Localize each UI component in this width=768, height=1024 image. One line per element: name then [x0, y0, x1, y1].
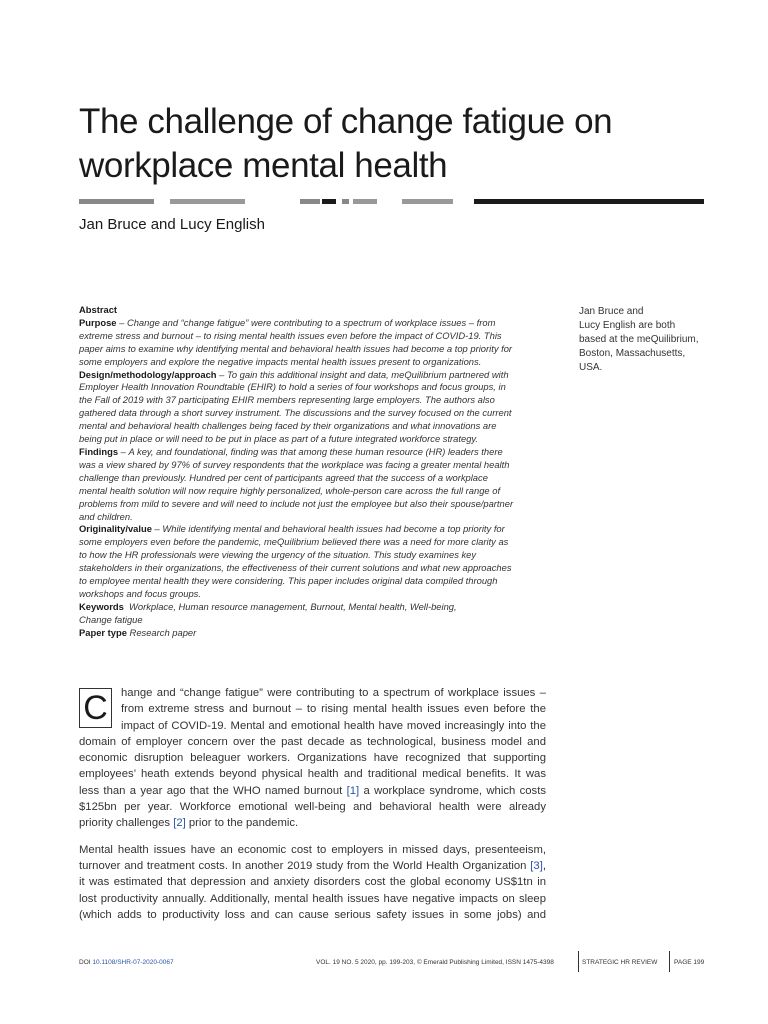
affiliation-line: Lucy English are both — [579, 320, 676, 331]
affiliation-line: Jan Bruce and — [579, 306, 644, 317]
purpose-text: some employers and explore the negative impacts mental health issues present to organizations. — [79, 355, 482, 367]
body-text — [79, 685, 546, 923]
footer-citation: VOL. 19 NO. 5 2020, pp. 199-203, © Emerald Publishing Limited, ISSN 1475-4398 — [316, 959, 554, 966]
doi-prefix: DOI — [79, 959, 93, 966]
footer-journal: STRATEGIC HR REVIEW — [582, 959, 658, 966]
rule-segment — [322, 199, 336, 204]
body-line: employees’ heath extends beyond physical health and traditional medical benefits. It was — [79, 768, 546, 781]
rule-segment — [170, 199, 245, 204]
design-text: Employer Health Innovation Roundtable (EHIR) to hold a series of four workshops and focus groups, in — [79, 381, 506, 393]
rule-segment — [79, 199, 154, 204]
footer-page-number: PAGE 199 — [674, 959, 705, 966]
body-line: $125bn per year. Workforce emotional well-being and behavioral health were already — [79, 801, 546, 814]
design-text: being put in place or will need to be put in place as part of a future integrated workforce strategy. — [79, 433, 479, 445]
rule-segment — [353, 199, 377, 204]
body-line: it was estimated that depression and anxiety disorders cost the global economy US$1tn in — [79, 876, 546, 889]
abstract-heading: Abstract — [79, 304, 118, 315]
body-line: less than a year ago that the WHO named burnout [1] a workplace syndrome, which costs — [79, 784, 546, 797]
purpose-label: Purpose — [79, 316, 117, 328]
footer-separator — [669, 951, 670, 972]
originality-text: to how the HR professionals were viewing the urgency of the situation. This study examines key — [79, 549, 477, 561]
rule-segment — [474, 199, 704, 204]
body-line: domain of employer concern over the past decade as technological, business model and — [79, 735, 546, 748]
abstract — [79, 304, 549, 640]
reference-link[interactable]: [3] — [530, 859, 543, 872]
keywords-label: Keywords — [79, 600, 124, 612]
abstract-purpose: Purpose – Change and “change fatigue” were contributing to a spectrum of workplace issues – from extreme stress and burnout – to rising mental health issues even before the impact of COVID-19. This paper aims to examine why identifying mental and behavioral health issues had become a top priority for some employers and explore the negative impacts mental health issues present to organizations. — [79, 317, 549, 369]
author-name: Jan Bruce — [79, 216, 147, 233]
body-line: priority challenges [2] prior to the pandemic. — [79, 817, 299, 830]
purpose-text: paper aims to examine why identifying mental and behavioral health issues had become a top priority for — [79, 342, 513, 354]
abstract-keywords — [79, 601, 549, 627]
title-line: The challenge of change fatigue on — [79, 102, 613, 141]
originality-label: Originality/value — [79, 523, 152, 535]
abstract-findings: Findings – A key, and foundational, finding was that among these human resource (HR) leaders there was a view shared by 97% of survey respondents that the workplace was facing a greater mental health challenge than previously. Hundred per cent of participants agreed that the success of a workplace mental health solution will now require highly personalized, whole-person care across the full range of problems from mild to severe and will need to include not just the employee but also their spouse/partner and children. — [79, 446, 549, 523]
purpose-text: Change and “change fatigue” were contributing to a spectrum of workplace issues – from — [126, 316, 496, 328]
body-line: from extreme stress and burnout – to rising mental health issues even before the — [121, 703, 546, 716]
design-text: gathered data through a short survey instrument. The discussions and the survey focused on the current — [79, 407, 512, 419]
design-label: Design/methodology/approach — [79, 368, 217, 380]
originality-text: to employee mental health they were considering. This paper includes original data compiled through — [79, 575, 498, 587]
footer-doi — [79, 959, 174, 966]
affiliation-line: USA. — [579, 362, 603, 373]
body-line: impact of COVID-19. Mental and emotional health have moved increasingly into the — [121, 719, 546, 732]
paper-type-value: Research paper — [129, 626, 197, 638]
abstract-design: Design/methodology/approach – To gain this additional insight and data, meQuilibrium partnered with Employer Health Innovation Roundtable (EHIR) to hold a series of four workshops and focus groups, in the Fall of 2019 with 37 participating EHIR members representing large employers. The authors also gathered data through a short survey instrument. The discussions and the survey focused on the current mental and behavioral health challenges being faced by their organizations and what innovations are being put in place or will need to be put in place as part of a future integrated workforce strategy. — [79, 369, 549, 446]
author-name: Lucy English — [179, 216, 265, 233]
abstract-originality: Originality/value – While identifying mental and behavioral health issues had become a top priority for some employers even before the pandemic, meQuilibrium believed there was a need for more clarity as to how the HR professionals were viewing the urgency of the situation. This study examines key stakeholders in their organizations, the effectiveness of their current solutions and what new approaches to employee mental health they were considering. This paper includes original data compiled through workshops and focus groups. — [79, 523, 549, 600]
rule-segment — [300, 199, 320, 204]
paper-type-label: Paper type — [79, 626, 127, 638]
body-paragraph — [79, 685, 546, 832]
author-conjunction: and — [146, 216, 180, 233]
findings-label: Findings — [79, 445, 119, 457]
body-line: Mental health issues have an economic cost to employers in missed days, presenteeism, — [79, 843, 546, 856]
findings-text: was a view shared by 97% of survey respondents that the workplace was facing a greater mental health — [79, 458, 510, 470]
abstract-paper-type — [79, 627, 549, 640]
keywords-text: Workplace, Human resource management, Burnout, Mental health, Well-being, — [129, 600, 457, 612]
body-line: lost productivity annually. Additionally, mental health issues have negative impacts on sleep — [79, 892, 546, 905]
rule-segment — [342, 199, 349, 204]
title-line: workplace mental health — [79, 146, 448, 185]
findings-text: and children. — [79, 510, 133, 522]
affiliation-line: based at the meQuilibrium, — [579, 334, 699, 345]
design-text: the Fall of 2019 with 37 participating EHIR members representing large employers. The authors also — [79, 394, 495, 406]
article-title — [79, 100, 699, 188]
reference-link[interactable]: [2] — [173, 817, 186, 830]
doi-link[interactable]: 10.1108/SHR-07-2020-0067 — [92, 959, 174, 966]
findings-text: challenge than previously. Hundred per cent of participants agreed that the success of a workplace — [79, 471, 488, 483]
drop-cap: C — [79, 688, 112, 728]
originality-text: While identifying mental and behavioral health issues had become a top priority for — [162, 523, 505, 535]
author-list — [79, 216, 265, 233]
footer-separator — [578, 951, 579, 972]
originality-text: some employers even before the pandemic, meQuilibrium believed there was a need for more clarity as — [79, 536, 509, 548]
originality-text: stakeholders in their organizations, the effectiveness of their current solutions and what new approaches — [79, 562, 512, 574]
body-line: (which adds to productivity loss and can cause serious safety issues in some jobs) and — [79, 908, 546, 921]
rule-segment — [402, 199, 453, 204]
body-line: hange and “change fatigue” were contributing to a spectrum of workplace issues – — [121, 687, 546, 699]
findings-text: mental health solution will now require highly personalized, whole-person care across the full range of — [79, 484, 501, 496]
findings-text: problems from mild to severe and will need to include not just the employee but also their spouse/partner — [79, 497, 514, 509]
findings-text: A key, and foundational, finding was that among these human resource (HR) leaders there — [128, 445, 503, 457]
body-line: economic disruption beleaguer workers. Organizations have recognized that supporting — [79, 752, 546, 765]
body-line: turnover and treatment costs. In another 2019 study from the World Health Organization [3], — [79, 859, 546, 872]
originality-text: workshops and focus groups. — [79, 587, 201, 599]
design-text: To gain this additional insight and data, meQuilibrium partnered with — [226, 368, 509, 380]
affiliation-line: Boston, Massachusetts, — [579, 348, 686, 359]
body-paragraph — [79, 842, 546, 923]
purpose-text: extreme stress and burnout – to rising mental health issues even before the impact of COVID-19. This — [79, 329, 502, 341]
reference-link[interactable]: [1] — [346, 784, 360, 797]
design-text: mental and behavioral health challenges being faced by their organizations and what innovations are — [79, 420, 497, 432]
author-affiliation-note — [579, 305, 699, 375]
keywords-text: Change fatigue — [79, 613, 143, 625]
